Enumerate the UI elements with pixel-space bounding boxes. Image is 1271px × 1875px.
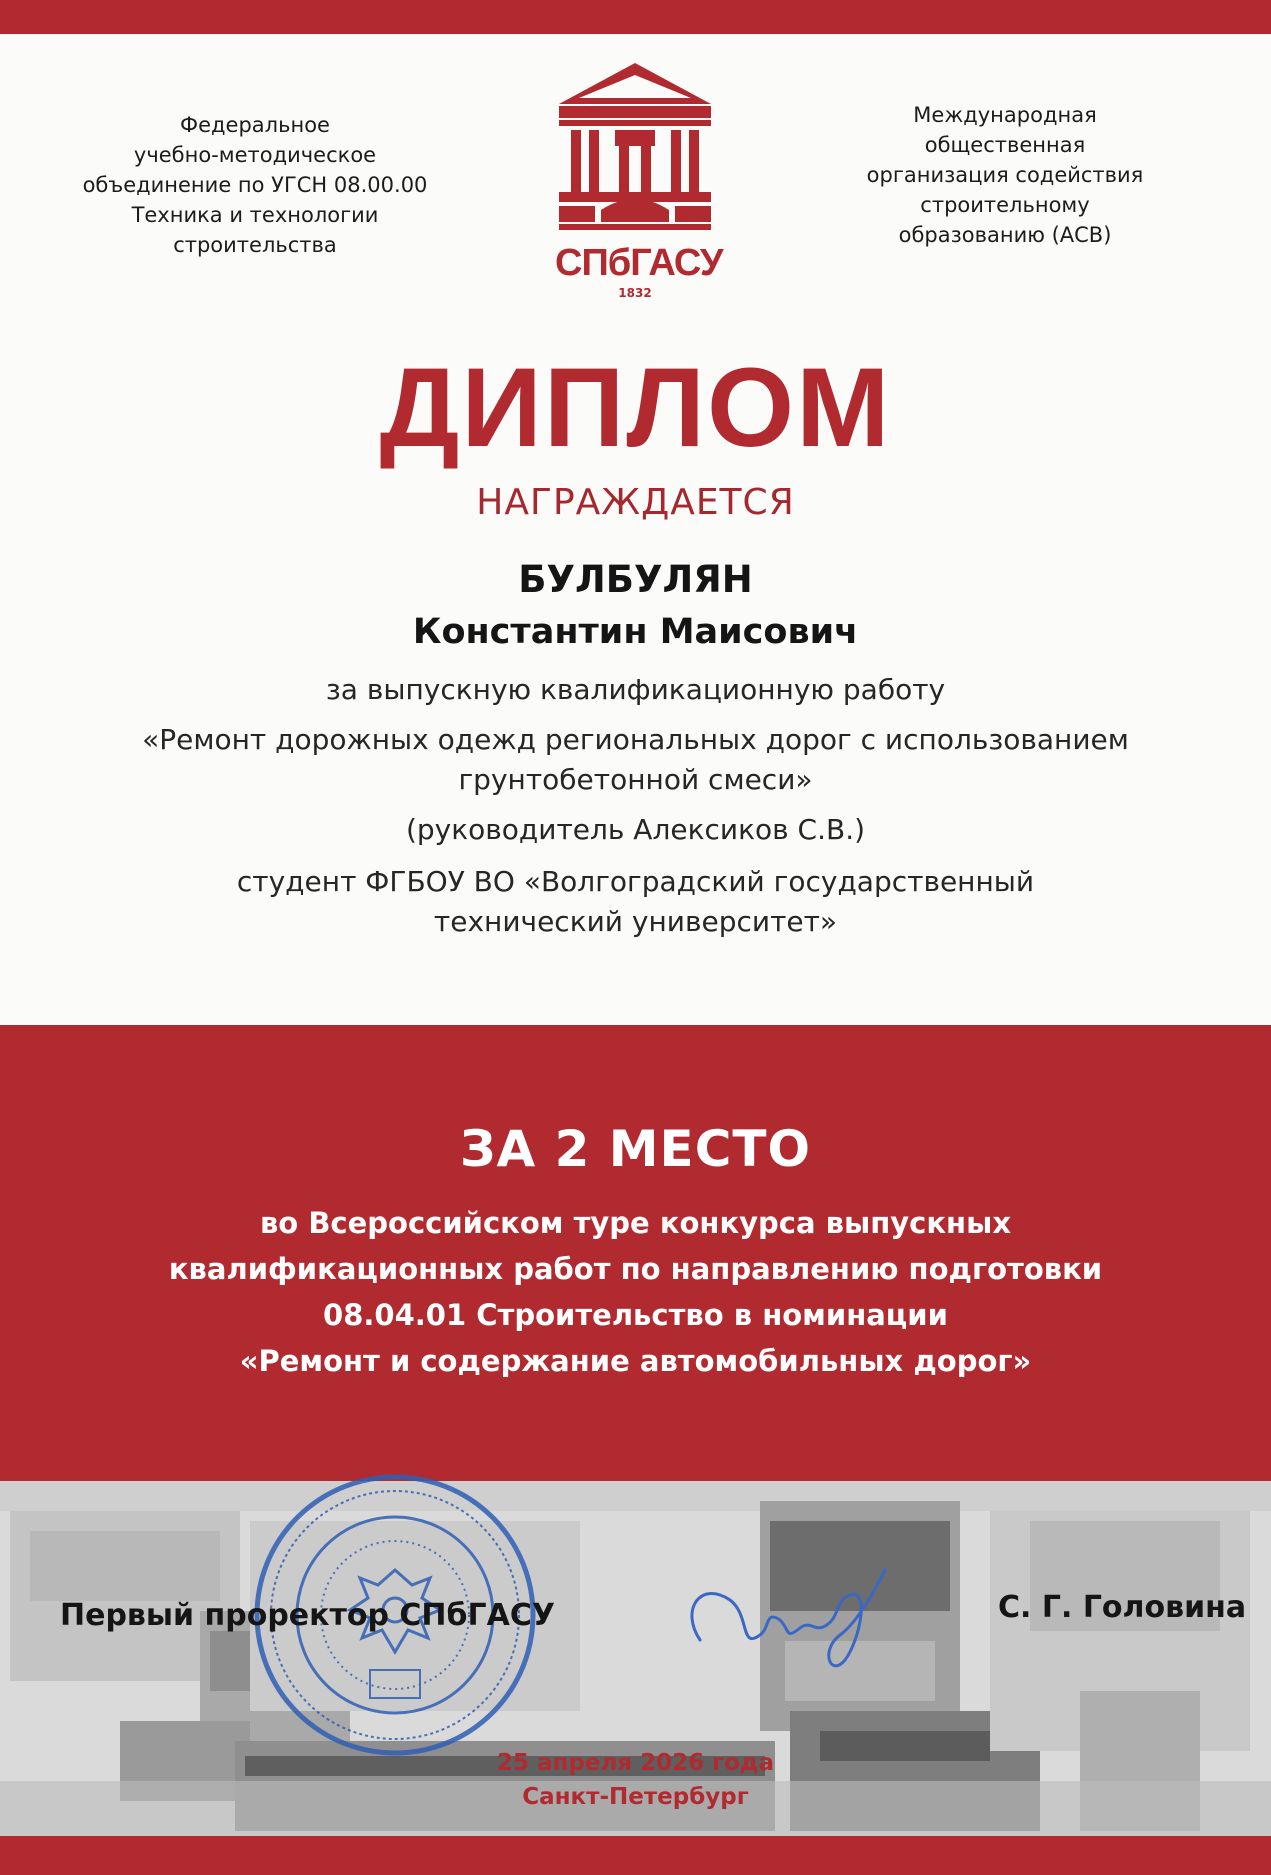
contest-description <box>0 1200 1271 1384</box>
bottom-stripe <box>0 1836 1271 1875</box>
recipient-surname: БУЛБУЛЯН <box>518 558 753 601</box>
supervisor: (руководитель Алексиков С.В.) <box>405 813 866 846</box>
header-right-organization <box>830 100 1180 250</box>
award-reason: за выпускную квалификационную работу <box>325 673 946 706</box>
student-affiliation <box>0 862 1271 942</box>
header-left-organization <box>50 110 460 260</box>
header-left-line: объединение по УГСН 08.00.00 <box>82 173 428 197</box>
header-right-line: Международная <box>913 103 1097 127</box>
road-machinery-illustration <box>0 1481 1271 1836</box>
contest-line: 08.04.01 Строительство в номинации <box>323 1298 948 1332</box>
contest-line: квалификационных работ по направлению подготовки <box>168 1252 1103 1286</box>
award-place: ЗА 2 МЕСТО <box>459 1120 812 1178</box>
header-right-line: общественная <box>924 133 1086 157</box>
header-left-line: учебно-методическое <box>133 143 377 167</box>
signatory-name: С. Г. Головина <box>998 1590 1247 1625</box>
signatory-position: Первый проректор СПбГАСУ <box>60 1598 555 1633</box>
student-line: студент ФГБОУ ВО «Волгоградский государственный <box>236 865 1035 898</box>
road-machinery-photo <box>0 1481 1271 1836</box>
header-right-line: строительному <box>920 193 1090 217</box>
work-title <box>0 720 1271 800</box>
diploma-title: ДИПЛОМ <box>379 345 892 470</box>
logo-year: 1832 <box>618 286 652 300</box>
issue-date: 25 апреля 2026 года <box>496 1750 775 1776</box>
header-right-line: образованию (АСВ) <box>898 223 1112 247</box>
handwritten-signature <box>670 1540 900 1680</box>
header-left-line: Техника и технологии <box>131 203 379 227</box>
student-line: технический университет» <box>433 905 838 938</box>
contest-line: «Ремонт и содержание автомобильных дорог» <box>239 1344 1032 1378</box>
header-left-line: строительства <box>173 233 337 257</box>
awarded-label: НАГРАЖДАЕТСЯ <box>476 482 795 523</box>
recipient-given-names: Константин Маисович <box>412 612 859 652</box>
work-title-line: «Ремонт дорожных одежд региональных дорог с использованием <box>142 723 1129 756</box>
issue-city: Санкт-Петербург <box>522 1784 749 1810</box>
header-left-line: Федеральное <box>180 113 330 137</box>
logo-name: СПбГАСУ <box>555 242 723 284</box>
header-right-line: организация содействия <box>866 163 1144 187</box>
contest-line: во Всероссийском туре конкурса выпускных <box>259 1206 1012 1240</box>
building-icon <box>555 60 715 245</box>
university-logo <box>555 60 723 300</box>
work-title-line: грунтобетонной смеси» <box>458 763 813 796</box>
top-stripe <box>0 0 1271 34</box>
signature-icon <box>670 1540 900 1680</box>
